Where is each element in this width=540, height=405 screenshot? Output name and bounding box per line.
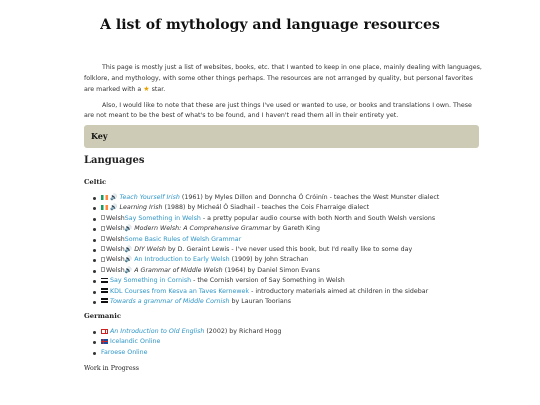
resource-description: - a pretty popular audio course with both North and South Welsh versions	[200, 214, 436, 222]
list-item	[92, 193, 492, 203]
resource-title: A Grammar of Middle Welsh	[134, 266, 223, 274]
resource-link[interactable]: Say Something in Welsh	[124, 214, 201, 222]
work-in-progress-note: Work in Progress	[84, 365, 140, 372]
celtic-heading: Celtic	[84, 178, 107, 186]
list-item	[92, 266, 492, 276]
resource-link[interactable]: Towards a grammar of Middle Cornish	[110, 297, 230, 305]
germanic-heading: Germanic	[84, 312, 121, 320]
image-alt-text: Welsh	[106, 245, 125, 253]
resource-link[interactable]: Icelandic Online	[110, 338, 161, 346]
resource-link[interactable]: An Introduction to Early Welsh	[134, 256, 230, 264]
image-alt-text: Welsh	[106, 256, 125, 264]
flag-bk-icon	[101, 288, 108, 293]
list-item	[92, 297, 492, 307]
resource-link[interactable]: An Introduction to Old English	[110, 328, 205, 335]
page-title: A list of mythology and language resources	[100, 17, 440, 33]
resource-description: by Lauran Toorians	[229, 297, 292, 305]
image-alt-text: Welsh	[106, 225, 125, 233]
broken-image-icon	[101, 236, 105, 241]
resource-description: by D. Geraint Lewis - I've never used this book, but I'd really like to some day	[165, 245, 413, 253]
list-item	[92, 214, 492, 224]
resource-link[interactable]: Teach Yourself Irish	[119, 194, 180, 201]
audio-speaker-icon: 🔊	[124, 225, 133, 233]
flag-en-icon	[101, 329, 108, 334]
key-label: Key	[91, 131, 108, 141]
audio-speaker-icon: 🔊	[124, 256, 133, 264]
audio-speaker-icon: 🔊	[110, 204, 118, 212]
list-item	[92, 224, 492, 234]
resource-link[interactable]: Some Basic Rules of Welsh Grammar	[124, 235, 242, 243]
resource-title: Learning Irish	[119, 204, 163, 212]
flag-is-icon	[101, 339, 108, 344]
celtic-resource-list	[92, 193, 492, 307]
resource-description: - the Cornish version of Say Something in Welsh	[191, 277, 345, 285]
germanic-resource-list	[92, 327, 492, 358]
resource-link[interactable]: Say Something in Cornish	[110, 277, 192, 285]
intro-text	[84, 63, 482, 127]
flag-bk-icon	[101, 278, 108, 283]
intro-paragraph-1-end: star.	[151, 86, 166, 93]
list-item	[92, 235, 492, 245]
resource-description: by Gareth King	[270, 225, 321, 233]
resource-description: (1964) by Daniel Simon Evans	[222, 266, 320, 274]
flag-bk-icon	[101, 298, 108, 303]
flag-ie-icon	[101, 205, 108, 210]
list-item	[92, 337, 492, 347]
audio-speaker-icon: 🔊	[124, 266, 133, 274]
list-item	[92, 287, 492, 297]
list-item	[92, 348, 492, 358]
list-item	[92, 245, 492, 255]
broken-image-icon	[101, 215, 105, 220]
broken-image-icon	[101, 257, 105, 262]
languages-heading: Languages	[84, 155, 145, 166]
resource-title: DIY Welsh	[134, 245, 166, 253]
broken-image-icon	[101, 267, 105, 272]
resource-title: Modern Welsh: A Comprehensive Grammar	[134, 225, 271, 233]
resource-description: (2002) by Richard Hogg	[204, 328, 282, 335]
broken-image-icon	[101, 246, 105, 251]
list-item	[92, 203, 492, 213]
list-item	[92, 255, 492, 265]
audio-speaker-icon: 🔊	[110, 194, 118, 201]
broken-image-icon	[101, 226, 105, 231]
list-item	[92, 276, 492, 286]
intro-paragraph-2: Also, I would like to note that these are just things I've used or wanted to use, or books and translations I own. These are not meant to be the best of what's to be found, and I haven't read them all in their entirety yet.	[84, 101, 472, 119]
resource-link[interactable]: Faroese Online	[101, 348, 148, 356]
resource-description: - introductory materials aimed at children in the sidebar	[249, 287, 429, 295]
intro-paragraph-1-text: This page is mostly just a list of websites, books, etc. that I wanted to keep in one place, mainly dealing with languages, folklore, and mythology, with some other things perhaps. The resources are not arranged by quality, but personal favorites are marked with a	[84, 64, 482, 93]
image-alt-text: Welsh	[106, 235, 125, 243]
image-alt-text: Welsh	[106, 266, 125, 274]
resource-description: (1961) by Myles Dillon and Donncha Ó Cróinín - teaches the West Munster dialect	[179, 194, 440, 201]
list-item	[92, 327, 492, 337]
star-icon: ★	[143, 85, 150, 93]
intro-paragraph-1	[84, 63, 482, 96]
resource-link[interactable]: KDL Courses from Kesva an Taves Kernewek	[110, 287, 250, 295]
resource-description: (1909) by John Strachan	[229, 256, 309, 264]
audio-speaker-icon: 🔊	[124, 245, 133, 253]
image-alt-text: Welsh	[106, 214, 125, 222]
resource-description: (1988) by Micheál Ó Siadhail - teaches the Cois Fharraige dialect	[162, 204, 370, 212]
flag-ie-icon	[101, 195, 108, 200]
key-section-toggle[interactable]	[84, 125, 479, 148]
